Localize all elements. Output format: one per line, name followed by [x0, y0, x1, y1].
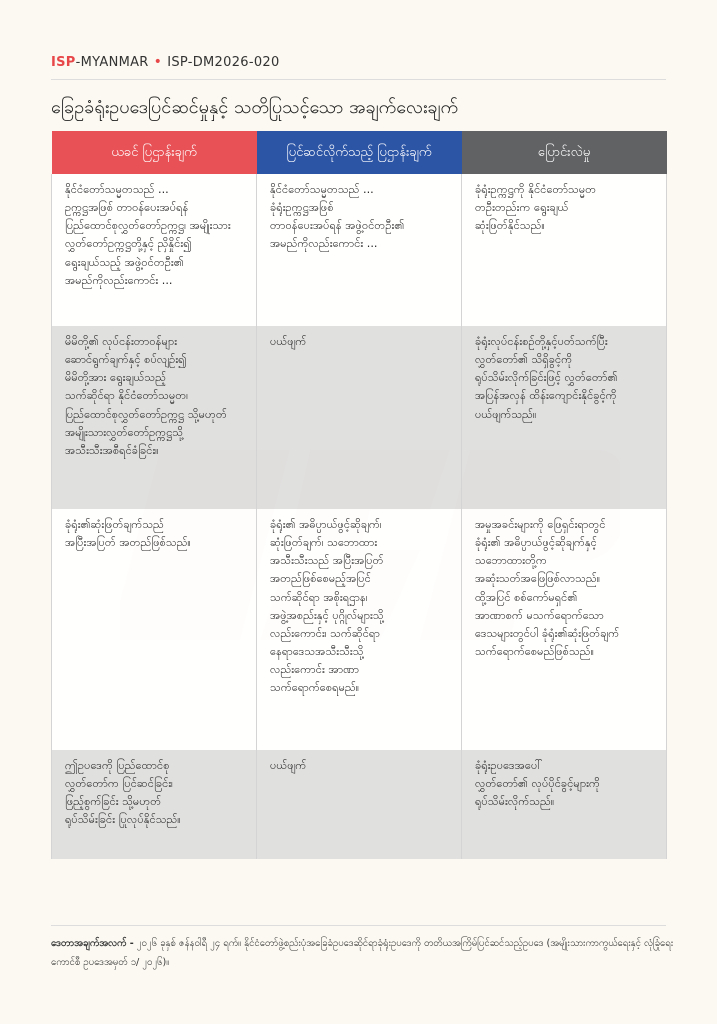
cell-old-provision: နိုင်ငံတော်သမ္မတသည် ... ဥက္ကဋ္ဌအဖြစ် တာဝန်ပေးအပ်ရန် ပြည်ထောင်စုလွှတ်တော်ဥက္ကဋ္ဌ၊ အမျိုးသား လွှတ်တော်ဥက္ကဋ္ဌတို့နှင့် ညှိနှိုင်း၍ ရွေးချယ်သည့် အဖွဲ့ဝင်တဦး၏ အမည်ကိုလည်းကောင်း ...	[52, 174, 257, 326]
brand-myanmar: -MYANMAR	[75, 54, 149, 70]
source-footnote	[51, 935, 676, 972]
cell-old-provision: မိမိတို့၏ လုပ်ငန်းတာဝန်များ ဆောင်ရွက်ချက်နှင့် စပ်လျဉ်း၍ မိမိတို့အား ရွေးချယ်သည့် သက်ဆိုင်ရာ နိုင်ငံတော်သမ္မတ၊ ပြည်ထောင်စုလွှတ်တော်ဥက္ကဋ္ဌ သို့မဟုတ် အမျိုးသားလွှတ်တော်ဥက္ကဋ္ဌသို့ အသီးသီးအစီရင်ခံခြင်း။	[52, 326, 257, 509]
table-row	[52, 750, 667, 859]
comparison-table	[51, 131, 667, 859]
header-divider	[51, 79, 666, 80]
cell-change: အမှုအခင်းများကို ဖြေရှင်းရာတွင် ခုံရုံး၏ အဓိပ္ပာယ်ဖွင့်ဆိုချက်နှင့် သဘောထားတို့က အဆုံးသတ်အဖြေဖြစ်လာသည်။ ထို့အပြင် စစ်ကော်မရှင်၏ အာဏာစက် မသက်ရောက်သော ဒေသများတွင်ပါ ခုံရုံး၏ဆုံးဖြတ်ချက် သက်ရောက်စေမည်ဖြစ်သည်။	[462, 509, 667, 750]
page-title: ခြေဥခံရုံးဥပဒေပြင်ဆင်မှုနှင့် သတိပြုသင့်သော အချက်လေးချက်	[51, 97, 459, 118]
table-row	[52, 326, 667, 509]
document-header	[51, 51, 666, 73]
column-header-change: ပြောင်းလဲမှု	[462, 131, 667, 174]
footnote-label: ဒေတာအချက်အလက် -	[51, 938, 134, 949]
header-separator-dot: •	[153, 54, 163, 70]
table-row	[52, 174, 667, 326]
column-header-old: ယခင် ပြဌာန်းချက်	[52, 131, 257, 174]
cell-old-provision: ခုံရုံး၏ဆုံးဖြတ်ချက်သည် အပြီးအပြတ် အတည်ဖြစ်သည်။	[52, 509, 257, 750]
brand-isp: ISP	[51, 54, 76, 70]
cell-change: ခုံရုံးလုပ်ငန်းစဉ်တို့နှင့်ပတ်သက်ပြီး လွှတ်တော်၏ သိရှိခွင့်ကို ရုပ်သိမ်းလိုက်ခြင်းဖြင့် လွှတ်တော်၏ အပြန်အလှန် ထိန်းကျောင်းနိုင်ခွင့်ကို ပယ်ဖျက်သည်။	[462, 326, 667, 509]
footer-divider	[51, 925, 666, 926]
cell-new-provision: ပယ်ဖျက်	[257, 326, 462, 509]
cell-old-provision: ဤဥပဒေကို ပြည်ထောင်စု လွှတ်တော်က ပြင်ဆင်ခြင်း၊ ဖြည့်စွက်ခြင်း သို့မဟုတ် ရုပ်သိမ်းခြင်း ပြုလုပ်နိုင်သည်။	[52, 750, 257, 859]
cell-change: ခုံရုံးဥပဒေအပေါ် လွှတ်တော်၏ လုပ်ပိုင်ခွင့်များကို ရုပ်သိမ်းလိုက်သည်။	[462, 750, 667, 859]
cell-new-provision: ပယ်ဖျက်	[257, 750, 462, 859]
table-header-row	[52, 131, 667, 174]
cell-new-provision: ခုံရုံး၏ အဓိပ္ပာယ်ဖွင့်ဆိုချက်၊ ဆုံးဖြတ်ချက်၊ သဘောထား အသီးသီးသည် အပြီးအပြတ် အတည်ဖြစ်စေမည့်အပြင် သက်ဆိုင်ရာ အစိုးရဌာန၊ အဖွဲ့အစည်းနှင့် ပုဂ္ဂိုလ်များသို့ လည်းကောင်း၊ သက်ဆိုင်ရာ နေရာဒေသအသီးသီးသို့ လည်းကောင်း အာဏာ သက်ရောက်စေရမည်။	[257, 509, 462, 750]
column-header-new: ပြင်ဆင်လိုက်သည့် ပြဌာန်းချက်	[257, 131, 462, 174]
cell-change: ခုံရုံးဥက္ကဋ္ဌကို နိုင်ငံတော်သမ္မတ တဦးတည်းက ရွေးချယ် ဆုံးဖြတ်နိုင်သည်။	[462, 174, 667, 326]
document-id: ISP-DM2026-020	[167, 54, 280, 70]
cell-new-provision: နိုင်ငံတော်သမ္မတသည် ... ခုံရုံးဥက္ကဋ္ဌအဖြစ် တာဝန်ပေးအပ်ရန် အဖွဲ့ဝင်တဦး၏ အမည်ကိုလည်းကောင်း ...	[257, 174, 462, 326]
footnote-text: ၂၀၂၆ ခုနှစ် ဇန်နဝါရီ ၂၄ ရက်။ နိုင်ငံတော်ဖွဲ့စည်းပုံအခြေခံဥပဒေဆိုင်ရာခုံရုံးဥပဒေကို တတိယအကြိမ်ပြင်ဆင်သည့်ဥပဒေ (အမျိုးသားကာကွယ်ရေးနှင့် လုံခြုံရေးကောင်စီ ဥပဒေအမှတ် ၁/ ၂၀၂၆)။	[51, 938, 674, 968]
table-row	[52, 509, 667, 750]
